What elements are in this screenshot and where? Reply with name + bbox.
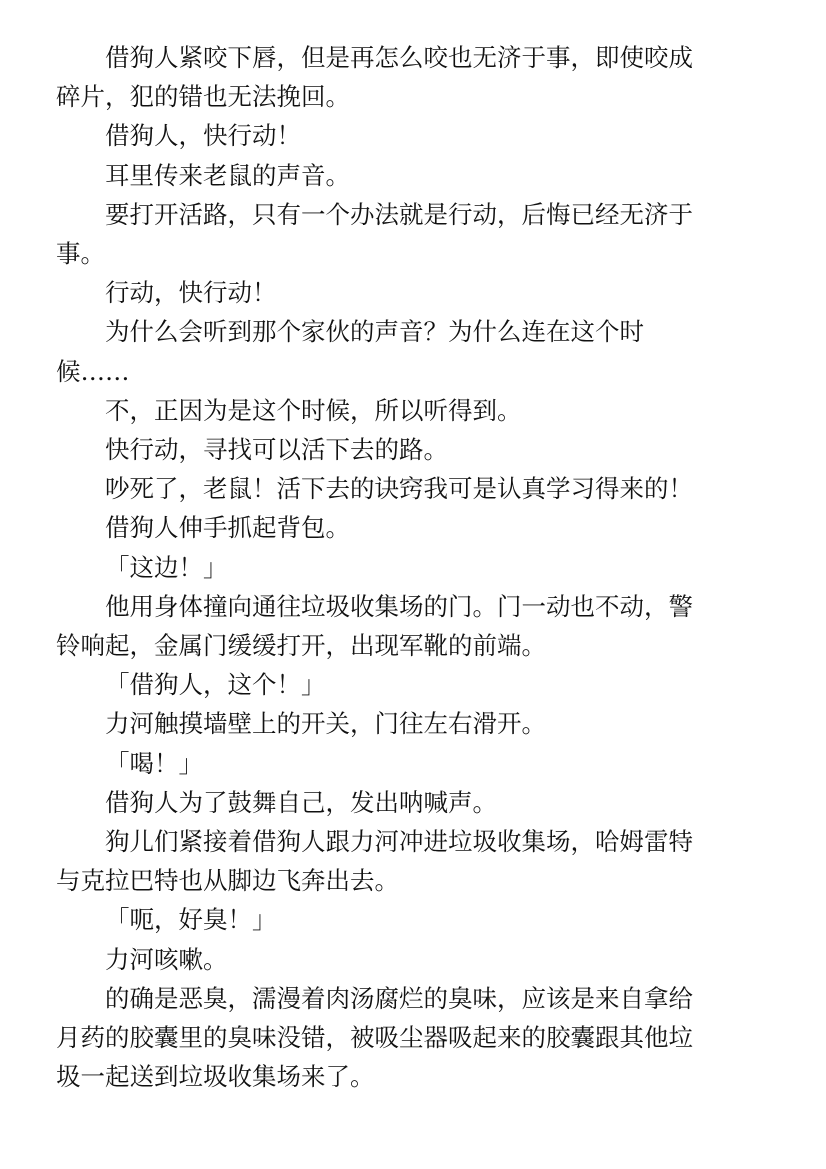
paragraph xyxy=(56,38,776,116)
text-line: 力河触摸墙壁上的开关，门往左右滑开。 xyxy=(105,709,546,739)
text-line: 不，正因为是这个时候，所以听得到。 xyxy=(105,395,522,425)
paragraph xyxy=(56,587,776,665)
paragraph xyxy=(56,116,776,155)
text-line: 铃响起，金属门缓缓打开，出现军靴的前端。 xyxy=(56,631,546,661)
document-page xyxy=(56,38,776,1096)
text-line: 力河咳嗽。 xyxy=(105,944,228,974)
paragraph xyxy=(56,979,776,1097)
paragraph xyxy=(56,195,776,273)
text-line: 碎片，犯的错也无法挽回。 xyxy=(56,82,350,112)
text-line: 「呃，好臭！」 xyxy=(105,905,277,935)
paragraph xyxy=(56,312,776,390)
text-line: 行动，快行动！ xyxy=(105,278,277,308)
text-line: 「这边！」 xyxy=(105,552,228,582)
text-line: 要打开活路，只有一个办法就是行动，后悔已经无济于 xyxy=(105,199,693,229)
text-line: 候…… xyxy=(56,356,130,386)
text-line: 借狗人为了鼓舞自己，发出呐喊声。 xyxy=(105,787,497,817)
paragraph xyxy=(56,508,776,547)
paragraph xyxy=(56,391,776,430)
text-line: 「借狗人，这个！」 xyxy=(105,670,326,700)
text-line: 的确是恶臭，濡漫着肉汤腐烂的臭味，应该是来自拿给 xyxy=(105,983,693,1013)
paragraph xyxy=(56,430,776,469)
paragraph xyxy=(56,822,776,900)
paragraph xyxy=(56,469,776,508)
text-line: 耳里传来老鼠的声音。 xyxy=(105,160,350,190)
text-line: 事。 xyxy=(56,239,105,269)
paragraph xyxy=(56,940,776,979)
text-line: 借狗人，快行动！ xyxy=(105,121,301,151)
text-line: 吵死了，老鼠！活下去的诀窍我可是认真学习得来的！ xyxy=(105,474,693,504)
text-line: 狗儿们紧接着借狗人跟力河冲进垃圾收集场，哈姆雷特 xyxy=(105,827,693,857)
text-line: 「喝！」 xyxy=(105,748,203,778)
text-line: 他用身体撞向通往垃圾收集场的门。门一动也不动，警 xyxy=(105,591,693,621)
paragraph xyxy=(56,156,776,195)
text-line: 为什么会听到那个家伙的声音？为什么连在这个时 xyxy=(105,317,644,347)
text-line: 快行动，寻找可以活下去的路。 xyxy=(105,435,448,465)
paragraph xyxy=(56,783,776,822)
paragraph xyxy=(56,665,776,704)
paragraph xyxy=(56,273,776,312)
paragraph xyxy=(56,900,776,939)
text-line: 借狗人伸手抓起背包。 xyxy=(105,513,350,543)
paragraph xyxy=(56,744,776,783)
text-line: 月药的胶囊里的臭味没错，被吸尘器吸起来的胶囊跟其他垃 xyxy=(56,1023,693,1053)
paragraph xyxy=(56,704,776,743)
text-line: 圾一起送到垃圾收集场来了。 xyxy=(56,1062,375,1092)
text-line: 借狗人紧咬下唇，但是再怎么咬也无济于事，即使咬成 xyxy=(105,43,693,72)
text-line: 与克拉巴特也从脚边飞奔出去。 xyxy=(56,866,399,896)
paragraph xyxy=(56,548,776,587)
